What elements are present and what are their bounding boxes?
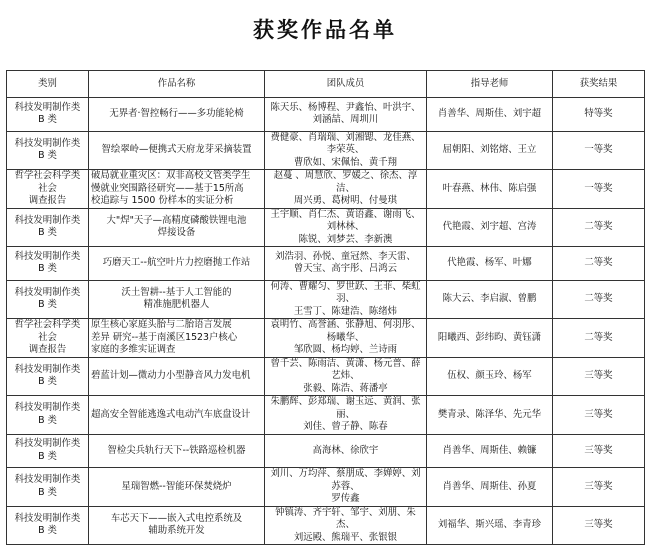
- cell-members-line: 朱鹏辉、彭郑瑞、谢玉远、黄润、张丽、: [270, 396, 421, 420]
- cell-advisors: 肖善华、周斯佳、刘宇超: [427, 98, 553, 132]
- cell-category-line: 科技发明制作类: [14, 137, 81, 149]
- cell-members-line: 刘佳、曾子静、陈春: [303, 421, 388, 432]
- cell-work-line: 校追踪与 1500 份样本的实证分析: [91, 195, 234, 206]
- table-row: [7, 434, 645, 468]
- cell-result: 三等奖: [553, 357, 645, 396]
- cell-category-line: 科技发明制作类: [14, 512, 81, 524]
- table-row: [7, 170, 645, 209]
- cell-advisors: 肖善华、周斯佳、赖镰: [427, 434, 553, 468]
- cell-work: [89, 319, 265, 358]
- header-result: 获奖结果: [553, 71, 645, 98]
- cell-category: [7, 357, 89, 396]
- cell-category-line: 科技发明制作类: [14, 286, 81, 298]
- cell-work: [89, 208, 265, 247]
- cell-members-line: 袁明竹、高誉涵、张静旭、何羽彤、杨曦华、: [270, 319, 421, 343]
- cell-members-line: 曾天宝、高宇彤、吕鸿云: [293, 263, 398, 275]
- table-row: [7, 247, 645, 281]
- cell-members: [265, 319, 427, 358]
- cell-advisors: 屈朝阳、刘铭熔、王立: [427, 131, 553, 170]
- cell-work-line: 星瑞智燃--智能环保焚烧炉: [121, 480, 232, 492]
- cell-members: [265, 280, 427, 319]
- cell-category-line: B 类: [38, 263, 57, 275]
- cell-work-line: 超高安全智能逃逸式电动汽车底盘设计: [91, 408, 251, 420]
- cell-members: [265, 506, 427, 545]
- cell-work-line: 慢就业突围路径研究——基于15所高: [91, 182, 244, 194]
- cell-category-line: 哲学社会科学类 社会: [14, 170, 81, 194]
- cell-members-line: 曾千芸、陈雨洁、黄潇、杨元普、薛艺炜、: [270, 357, 421, 381]
- cell-work: [89, 98, 265, 132]
- cell-members-line: 曹欣如、宋佩怡、黄千翔: [293, 156, 398, 168]
- cell-work-line: 焊接设备: [157, 227, 196, 239]
- cell-work: [89, 247, 265, 281]
- cell-members: [265, 434, 427, 468]
- cell-members: [265, 357, 427, 396]
- cell-members: [265, 208, 427, 247]
- cell-advisors: 陈大云、李启淑、曾鹏: [427, 280, 553, 319]
- cell-members-line: 刘浩羽、孙悦、童冠然、李天雷、: [275, 250, 416, 262]
- cell-members-line: 王宇顺、肖仁杰、黄语鑫、谢雨飞、刘林林、: [270, 208, 421, 232]
- cell-work-line: 沃土智耕--基于人工智能的: [121, 286, 232, 298]
- cell-category-line: 科技发明制作类: [14, 363, 81, 375]
- header-category: 类别: [7, 71, 89, 98]
- cell-category: [7, 396, 89, 435]
- cell-members: [265, 170, 427, 209]
- cell-category-line: 哲学社会科学类 社会: [14, 319, 81, 343]
- cell-members-line: 钟镇涛、齐宇轩、邹宇、刘朋、朱杰、: [275, 506, 416, 530]
- table-row: [7, 280, 645, 319]
- cell-category-line: B 类: [38, 150, 57, 162]
- cell-category-line: 科技发明制作类: [14, 438, 81, 450]
- cell-category-line: B 类: [38, 450, 57, 462]
- cell-members: [265, 98, 427, 132]
- cell-members: [265, 396, 427, 435]
- table-row: [7, 468, 645, 507]
- table-row: [7, 506, 645, 545]
- cell-category-line: B 类: [38, 114, 57, 126]
- cell-work: [89, 131, 265, 170]
- cell-members-line: 刘川、万均萍、蔡朋成、李婵婷、刘苏蓉、: [270, 468, 421, 492]
- cell-advisors: 叶春燕、林伟、陈启强: [427, 170, 553, 209]
- header-members: 团队成员: [265, 71, 427, 98]
- table-row: [7, 357, 645, 396]
- cell-result: 三等奖: [553, 468, 645, 507]
- cell-work-line: 差异 研究--基于南溪区1523户核心: [91, 331, 238, 343]
- cell-advisors: 樊青录、陈泽华、先元华: [427, 396, 553, 435]
- table-header-row: [7, 71, 645, 98]
- cell-work-line: 大"焊"天子—高精度磷酸铁锂电池: [106, 214, 247, 226]
- cell-work: [89, 396, 265, 435]
- cell-members-line: 张毅、陈浩、蒋潘亭: [303, 382, 388, 394]
- cell-result: 特等奖: [553, 98, 645, 132]
- table-row: [7, 98, 645, 132]
- cell-work-line: 碧蓝计划—微动力小型静音风力发电机: [91, 370, 251, 381]
- cell-category-line: B 类: [38, 376, 57, 388]
- cell-result: 三等奖: [553, 396, 645, 435]
- header-work: 作品名称: [89, 71, 265, 98]
- table-row: [7, 131, 645, 170]
- cell-advisors: 伍权、颜玉玲、杨军: [427, 357, 553, 396]
- cell-result: 二等奖: [553, 247, 645, 281]
- cell-category-line: 科技发明制作类: [14, 474, 81, 486]
- cell-category-line: 调查报告: [28, 344, 67, 355]
- cell-category-line: B 类: [38, 486, 57, 498]
- cell-work-line: 无界者·智控畅行——多功能轮椅: [109, 108, 244, 119]
- award-table: [6, 70, 645, 545]
- cell-category: [7, 170, 89, 209]
- cell-result: 三等奖: [553, 506, 645, 545]
- cell-category-line: B 类: [38, 525, 57, 537]
- cell-result: 二等奖: [553, 280, 645, 319]
- cell-category: [7, 280, 89, 319]
- cell-work-line: 原生核心家庭头胎与二胎语言发展: [91, 319, 232, 330]
- cell-members: [265, 468, 427, 507]
- cell-result: 二等奖: [553, 319, 645, 358]
- cell-advisors: 刘福华、斯兴瑶、李青珍: [427, 506, 553, 545]
- cell-result: 二等奖: [553, 208, 645, 247]
- cell-work-line: 辅助系统开发: [148, 525, 205, 537]
- cell-members-line: 赵蔓 、周慧欣、罗媛之、徐杰、淳洁、: [273, 170, 418, 194]
- cell-advisors: 代艳霞、杨军、叶娜: [427, 247, 553, 281]
- cell-category: [7, 319, 89, 358]
- cell-result: 三等奖: [553, 434, 645, 468]
- cell-work-line: 破局就业重灾区：双非高校文管类学生: [91, 170, 251, 181]
- cell-members-line: 刘远殿、熊瑞平、张银银: [293, 531, 398, 543]
- cell-advisors: 代艳霞、刘宇超、宫涛: [427, 208, 553, 247]
- cell-category-line: 调查报告: [28, 195, 67, 206]
- cell-category-line: 科技发明制作类: [14, 250, 81, 262]
- cell-members-line: 陈锐、刘梦芸、李新澳: [298, 233, 393, 245]
- cell-work-line: 车芯天下——嵌入式电控系统及: [110, 512, 243, 524]
- cell-work-line: 精准施肥机器人: [143, 299, 210, 311]
- cell-category-line: 科技发明制作类: [14, 402, 81, 414]
- cell-work-line: 家庭的多维实证调查: [91, 344, 176, 355]
- cell-category-line: B 类: [38, 299, 57, 311]
- cell-members-line: 何涛、曹耀匀、罗世跃、王菲、柴虹羽、: [270, 280, 421, 304]
- cell-category: [7, 208, 89, 247]
- header-advisors: 指导老师: [427, 71, 553, 98]
- cell-category: [7, 247, 89, 281]
- cell-work: [89, 280, 265, 319]
- table-row: [7, 319, 645, 358]
- cell-members: [265, 247, 427, 281]
- cell-advisors: 肖善华、周斯佳、孙夏: [427, 468, 553, 507]
- cell-work: [89, 434, 265, 468]
- cell-work-line: 智检尖兵轨行天下--铁路巡检机器: [107, 444, 246, 456]
- table-body: [7, 98, 645, 545]
- cell-category: [7, 468, 89, 507]
- cell-work: [89, 357, 265, 396]
- cell-work-line: 智绘翠岭—便携式天府龙芽采摘装置: [101, 144, 252, 155]
- cell-members: [265, 131, 427, 170]
- cell-category: [7, 506, 89, 545]
- cell-work-line: 巧磨天工--航空叶片力控磨抛工作站: [102, 257, 251, 268]
- cell-work: [89, 170, 265, 209]
- cell-members-line: 陈天乐、杨博程、尹鑫怡、叶洪宇、: [270, 101, 421, 113]
- cell-work: [89, 468, 265, 507]
- cell-category: [7, 434, 89, 468]
- page-title: 获奖作品名单: [253, 18, 397, 42]
- cell-members-line: 罗传鑫: [331, 493, 360, 504]
- cell-category: [7, 98, 89, 132]
- cell-members-line: 周兴勇、葛树明、付曼琪: [293, 195, 398, 206]
- cell-category-line: B 类: [38, 414, 57, 426]
- cell-result: 一等奖: [553, 170, 645, 209]
- cell-category-line: 科技发明制作类: [14, 101, 81, 113]
- cell-category-line: 科技发明制作类: [14, 214, 81, 226]
- cell-members-line: 邹欣圆、杨均婷、兰诗雨: [293, 344, 398, 355]
- cell-advisors: 阳曦西、彭纬昀、黄钰潇: [427, 319, 553, 358]
- table-row: [7, 396, 645, 435]
- cell-category-line: B 类: [38, 227, 57, 239]
- cell-members-line: 费健豪、肖瑞瑞、刘湘锶、龙佳燕、李荣英、: [270, 131, 421, 155]
- cell-result: 一等奖: [553, 131, 645, 170]
- table-row: [7, 208, 645, 247]
- cell-work: [89, 506, 265, 545]
- cell-category: [7, 131, 89, 170]
- cell-members-line: 刘涵喆、周圳川: [312, 114, 379, 126]
- cell-members-line: 高海林、徐欣宇: [312, 444, 379, 456]
- cell-members-line: 王雪丁、陈建浩、陈绪炜: [293, 305, 398, 317]
